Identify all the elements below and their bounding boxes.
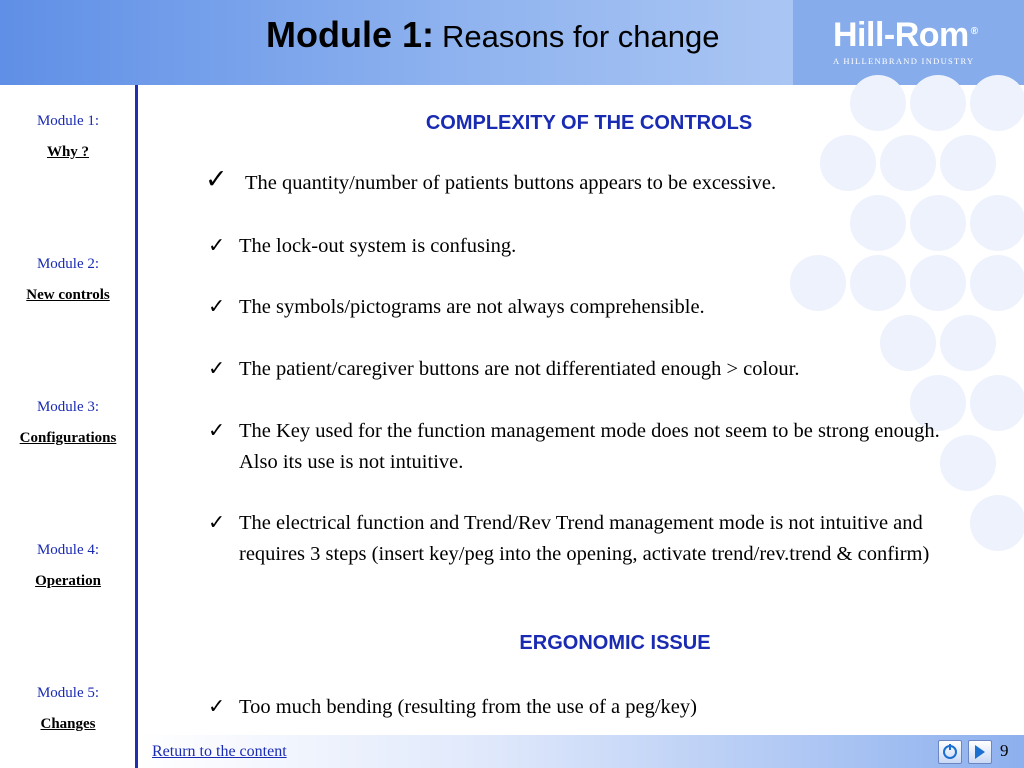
checkmark-icon: ✓ — [205, 164, 228, 194]
title-module: Module 1: — [266, 14, 434, 55]
home-button[interactable] — [938, 740, 962, 764]
list-item-text: The symbols/pictograms are not always comprehensible. — [239, 296, 705, 318]
sidebar-module-label: Module 1: — [36, 113, 100, 129]
slide-title — [266, 14, 719, 70]
checkmark-icon: ✓ — [208, 296, 226, 318]
module-sidebar — [0, 85, 136, 768]
heading-complexity: COMPLEXITY OF THE CONTROLS — [425, 112, 753, 134]
list-item-text: The quantity/number of patients buttons appears to be excessive. — [245, 172, 777, 194]
checkmark-icon: ✓ — [208, 420, 226, 442]
checkmark-icon: ✓ — [208, 358, 226, 380]
sidebar-link-why[interactable]: Why ? — [46, 144, 90, 160]
title-subject: Reasons for change — [442, 19, 720, 54]
page-number: 9 — [1000, 741, 1009, 760]
hill-rom-logo — [793, 0, 1024, 85]
sidebar-module-5 — [0, 685, 136, 733]
logo-tagline: A HILLENBRAND INDUSTRY — [833, 56, 975, 66]
sidebar-link-operation[interactable]: Operation — [35, 573, 101, 589]
sidebar-link-changes[interactable]: Changes — [40, 716, 96, 732]
sidebar-module-2 — [0, 256, 136, 304]
next-arrow-icon — [969, 741, 991, 763]
list-item-text: The lock-out system is confusing. — [239, 235, 517, 257]
sidebar-module-4 — [0, 542, 136, 590]
sidebar-link-configurations[interactable]: Configurations — [19, 430, 117, 446]
list-item-text: The patient/caregiver buttons are not differentiated enough > colour. — [239, 358, 800, 380]
heading-ergonomic: ERGONOMIC ISSUE — [519, 632, 711, 654]
checkmark-icon: ✓ — [208, 696, 226, 718]
sidebar-module-1 — [0, 113, 136, 161]
sidebar-divider — [135, 85, 138, 768]
home-icon — [939, 741, 961, 763]
logo-registered-mark: ® — [970, 25, 978, 37]
list-item-text: The Key used for the function management mode does not seem to be strong enough. Also its use is not intuitive. — [239, 420, 940, 473]
next-slide-button[interactable] — [968, 740, 992, 764]
sidebar-module-3 — [0, 399, 136, 447]
sidebar-module-label: Module 3: — [36, 399, 100, 415]
checkmark-icon: ✓ — [208, 235, 226, 257]
list-item-text: The electrical function and Trend/Rev Trend management mode is not intuitive and requires 3 steps (insert key/peg into the opening, activate trend/rev.trend & confirm) — [239, 512, 930, 565]
sidebar-module-label: Module 2: — [36, 256, 100, 272]
sidebar-module-label: Module 5: — [36, 685, 100, 701]
sidebar-link-new-controls[interactable]: New controls — [26, 287, 110, 303]
return-to-content-link[interactable]: Return to the content — [152, 743, 287, 760]
checkmark-icon: ✓ — [208, 512, 226, 534]
slide-header — [0, 0, 1024, 85]
sidebar-module-label: Module 4: — [36, 542, 100, 558]
list-item-text: Too much bending (resulting from the use of a peg/key) — [239, 696, 697, 718]
logo-text: Hill-Rom — [833, 16, 969, 54]
